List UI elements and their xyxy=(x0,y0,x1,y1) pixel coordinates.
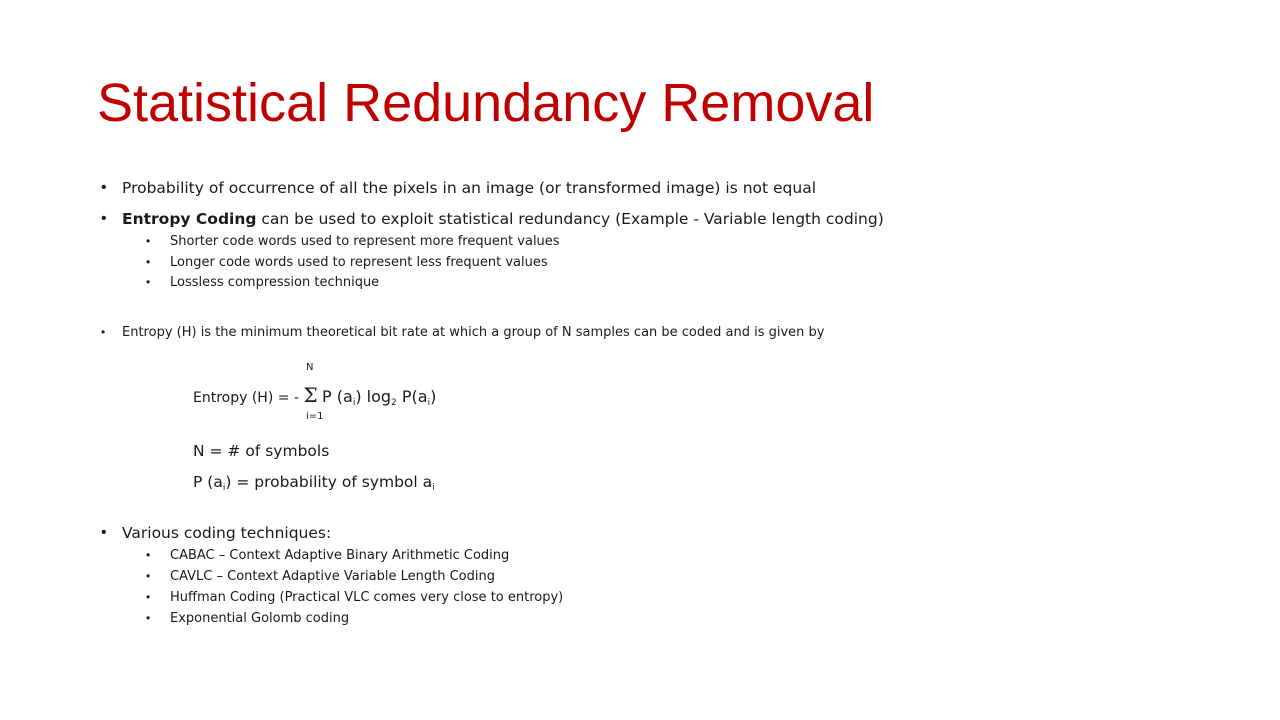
definition-p xyxy=(193,473,435,493)
sub-bullet-marker: • xyxy=(146,569,151,583)
entropy-formula xyxy=(193,383,436,408)
sub-bullet-huffman: Huffman Coding (Practical VLC comes very close to entropy) xyxy=(170,590,564,605)
formula-term2: P(a xyxy=(396,387,428,406)
entropy-coding-bold: Entropy Coding xyxy=(122,210,257,228)
sum-lower-limit: i=1 xyxy=(306,411,324,422)
formula-term1-sub: i xyxy=(352,398,356,408)
bullet-marker: • xyxy=(101,179,107,196)
slide-title: Statistical Redundancy Removal xyxy=(97,73,875,133)
sub-bullet-lossless: Lossless compression technique xyxy=(170,275,380,290)
definition-p-mid: ) = probability of symbol a xyxy=(225,473,433,491)
formula-term2-sub: i xyxy=(427,398,431,408)
definition-p-sub2: i xyxy=(432,483,435,493)
formula-label: Entropy (H) = - xyxy=(193,390,299,406)
sub-bullet-marker: • xyxy=(146,255,151,269)
bullet-marker: • xyxy=(101,325,106,339)
entropy-coding-text: can be used to exploit statistical redundancy (Example - Variable length coding) xyxy=(256,210,884,228)
sub-bullet-longer-codes: Longer code words used to represent less frequent values xyxy=(170,255,548,270)
bullet-entropy-definition: Entropy (H) is the minimum theoretical bit rate at which a group of N samples can be coded and is given by xyxy=(122,325,825,340)
sub-bullet-marker: • xyxy=(146,275,151,289)
sub-bullet-golomb: Exponential Golomb coding xyxy=(170,611,350,626)
formula-term2-end: ) xyxy=(430,387,437,406)
sub-bullet-marker: • xyxy=(146,611,151,625)
definition-p-start: P (a xyxy=(193,473,223,491)
sub-bullet-shorter-codes: Shorter code words used to represent more frequent values xyxy=(170,234,560,249)
sigma-symbol: Σ xyxy=(303,383,318,407)
bullet-marker: • xyxy=(101,210,107,227)
bullet-marker: • xyxy=(101,524,107,541)
bullet-probability: Probability of occurrence of all the pixels in an image (or transformed image) is not equal xyxy=(122,179,817,197)
bullet-coding-techniques: Various coding techniques: xyxy=(122,524,332,542)
bullet-entropy-coding xyxy=(122,210,884,228)
sub-bullet-cabac: CABAC – Context Adaptive Binary Arithmetic Coding xyxy=(170,548,510,563)
sub-bullet-marker: • xyxy=(146,590,151,604)
sub-bullet-cavlc: CAVLC – Context Adaptive Variable Length Coding xyxy=(170,569,495,584)
formula-term1-end: ) log xyxy=(355,387,392,406)
formula-log-base: 2 xyxy=(391,398,397,408)
sub-bullet-marker: • xyxy=(146,548,151,562)
sub-bullet-marker: • xyxy=(146,234,151,248)
definition-n: N = # of symbols xyxy=(193,442,330,460)
sum-upper-limit: N xyxy=(306,362,314,373)
formula-term1: P (a xyxy=(322,387,353,406)
definition-p-sub: i xyxy=(222,483,226,493)
